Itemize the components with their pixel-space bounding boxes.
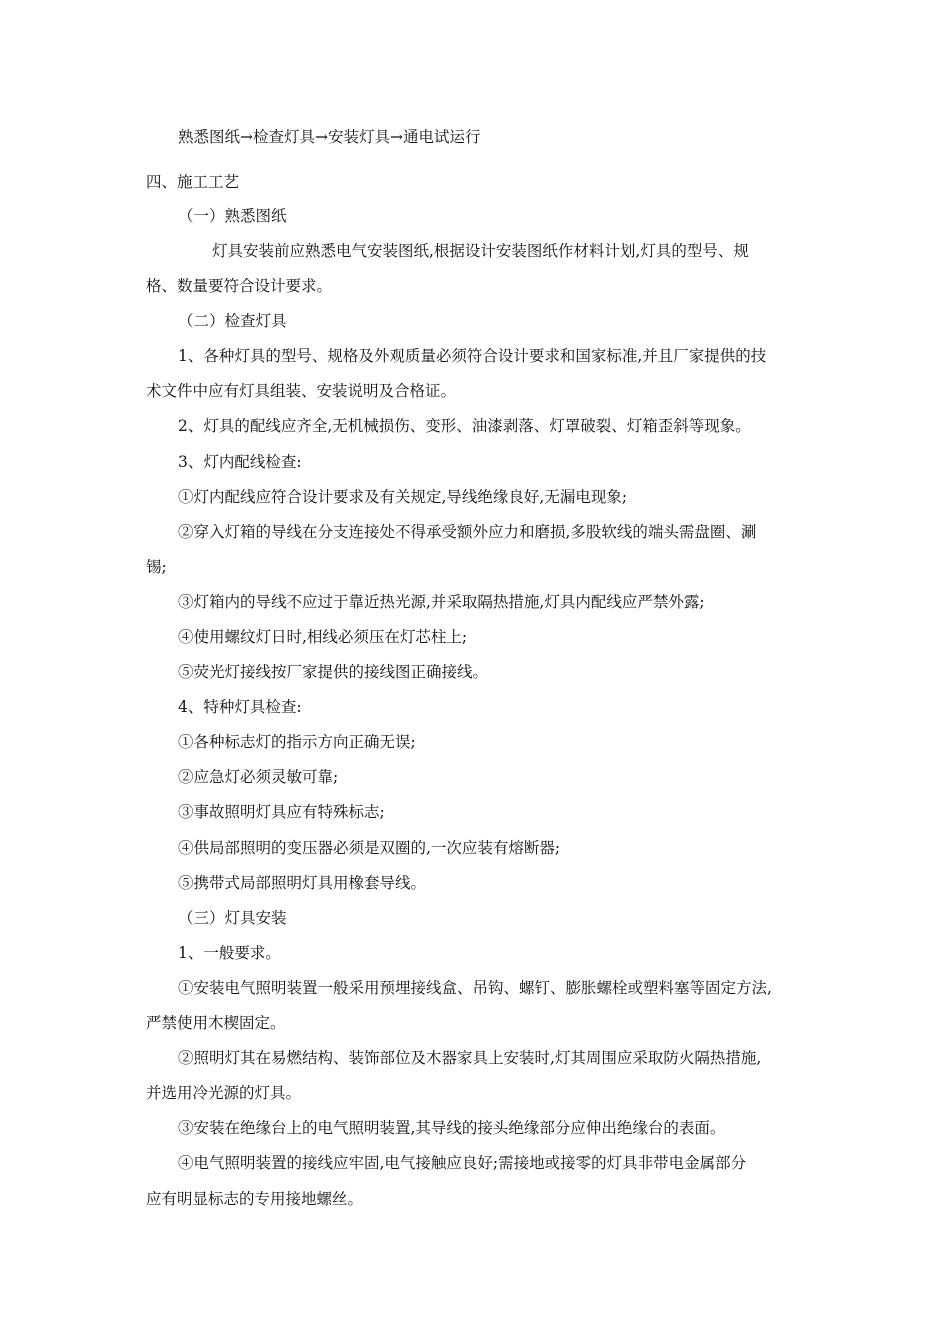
list-item: ⑤荧光灯接线按厂家提供的接线图正确接线。 [178,663,489,681]
paragraph-line: 术文件中应有灯具组装、安装说明及合格证。 [146,382,457,400]
list-item: 并选用冷光源的灯具。 [146,1084,302,1102]
paragraph-line: 1、各种灯具的型号、规格及外观质量必须符合设计要求和国家标准,并且厂家提供的技 [178,347,767,365]
list-item: ④电气照明装置的接线应牢固,电气接触应良好;需接地或接零的灯具非带电金属部分 [178,1154,747,1172]
subsection-title: （三）灯具安装 [178,909,287,927]
list-item: ②应急灯必须灵敏可靠; [178,768,339,786]
paragraph-line: 灯具安装前应熟悉电气安装图纸,根据设计安装图纸作材料计划,灯具的型号、规 [212,242,749,260]
list-item: ⑤携带式局部照明灯具用橡套导线。 [178,874,427,892]
section-title: 四、施工工艺 [146,173,240,191]
paragraph-line: 3、灯内配线检查: [178,453,302,471]
list-item: 应有明显标志的专用接地螺丝。 [146,1190,364,1208]
subsection-title: （一）熟悉图纸 [178,207,287,225]
subsection-title: （二）检查灯具 [178,312,287,330]
list-item: ④供局部照明的变压器必须是双圈的,一次应装有熔断器; [178,839,561,857]
list-item: 锡; [146,558,167,576]
paragraph-line: 2、灯具的配线应齐全,无机械损伤、变形、油漆剥落、灯罩破裂、灯箱歪斜等现象。 [178,417,751,435]
process-flow: 熟悉图纸→检查灯具→安装灯具→通电试运行 [178,128,481,146]
list-item: ②穿入灯箱的导线在分支连接处不得承受额外应力和磨损,多股软线的端头需盘圈、涮 [178,523,757,541]
list-item: 严禁使用木楔固定。 [146,1014,286,1032]
list-item: ③事故照明灯具应有特殊标志; [178,803,385,821]
list-item: ③安装在绝缘台上的电气照明装置,其导线的接头绝缘部分应伸出绝缘台的表面。 [178,1119,726,1137]
list-item: ①安装电气照明装置一般采用预埋接线盒、吊钩、螺钉、膨胀螺栓或塑料塞等固定方法, [178,979,772,997]
paragraph-line: 1、一般要求。 [178,944,281,962]
list-item: ③灯箱内的导线不应过于靠近热光源,并采取隔热措施,灯具内配线应严禁外露; [178,593,705,611]
paragraph-line: 格、数量要符合设计要求。 [146,277,333,295]
list-item: ①灯内配线应符合设计要求及有关规定,导线绝缘良好,无漏电现象; [178,488,628,506]
paragraph-line: 4、特种灯具检查: [178,698,302,716]
list-item: ①各种标志灯的指示方向正确无误; [178,733,416,751]
list-item: ②照明灯其在易燃结构、装饰部位及木器家具上安装时,灯其周围应采取防火隔热措施, [178,1049,762,1067]
list-item: ④使用螺纹灯日时,相线必须压在灯芯柱上; [178,628,468,646]
